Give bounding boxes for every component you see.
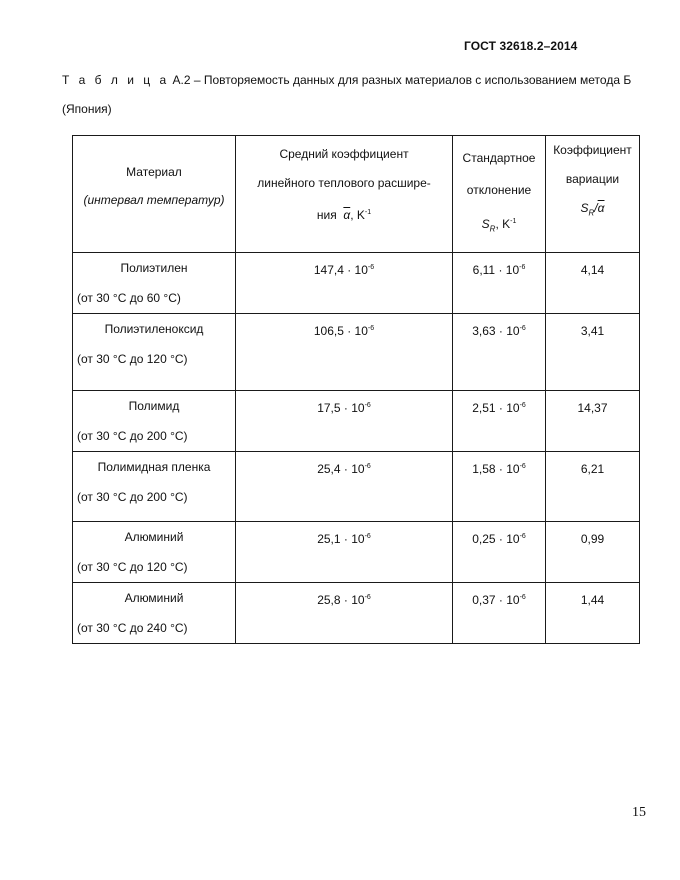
exponent: -6 <box>364 463 371 470</box>
cv-value: 6,21 <box>580 462 605 476</box>
header-cv-line2: вариации <box>565 172 620 186</box>
cv-cell <box>546 522 640 583</box>
cv-cell <box>546 391 640 452</box>
material-cell <box>73 452 236 522</box>
table-header-row <box>73 136 640 253</box>
header-std-exp: -1 <box>510 218 517 225</box>
cv-cell <box>546 253 640 314</box>
material-name: Алюминий <box>124 591 184 605</box>
mean-cell <box>236 253 453 314</box>
header-std-line2: отклонение <box>466 183 532 197</box>
mean-value: 147,4 · 10 <box>313 263 368 277</box>
exponent: -6 <box>519 264 526 271</box>
std-cell <box>453 452 546 522</box>
mean-cell <box>236 522 453 583</box>
material-name: Алюминий <box>124 530 184 544</box>
temperature-range: (от 30 °С до 200 °С) <box>77 490 188 504</box>
material-name: Полимидная пленка <box>97 460 211 474</box>
std-cell <box>453 522 546 583</box>
header-mean-line2: линейного теплового расшире- <box>257 176 431 190</box>
std-cell <box>453 253 546 314</box>
exponent: -6 <box>367 325 375 332</box>
header-std-unit: , K <box>495 217 511 231</box>
mean-value: 25,8 · 10 <box>317 593 365 607</box>
caption-label: Т а б л и ц а <box>62 73 170 87</box>
std-value: 0,37 · 10 <box>472 593 520 607</box>
header-cv-line1: Коэффициент <box>553 143 632 157</box>
material-name: Полиэтиленоксид <box>104 322 204 336</box>
mean-value: 25,1 · 10 <box>317 532 365 546</box>
header-mean-line1: Средний коэффициент <box>279 147 409 161</box>
cv-symbol-sub: R <box>588 208 595 218</box>
header-material-label: Материал <box>126 165 182 179</box>
exponent: -6 <box>519 325 526 332</box>
exponent: -6 <box>367 264 375 271</box>
std-symbol-sub: R <box>489 224 496 234</box>
header-mean-line3: ния <box>316 208 337 222</box>
header-variation-coefficient <box>546 136 640 253</box>
temperature-range: (от 30 °С до 60 °С) <box>77 291 181 305</box>
material-cell <box>73 314 236 391</box>
cv-value: 14,37 <box>577 401 608 415</box>
exponent: -6 <box>519 402 526 409</box>
header-std-deviation <box>453 136 546 253</box>
mean-value: 106,5 · 10 <box>313 324 368 338</box>
material-cell <box>73 522 236 583</box>
material-cell <box>73 391 236 452</box>
page-number: 15 <box>632 805 646 820</box>
std-value: 3,63 · 10 <box>472 324 520 338</box>
std-value: 0,25 · 10 <box>472 532 520 546</box>
exponent: -6 <box>364 594 371 601</box>
header-std-line1: Стандартное <box>462 151 536 165</box>
header-material <box>73 136 236 253</box>
cv-value: 4,14 <box>580 263 605 277</box>
std-value: 1,58 · 10 <box>472 462 520 476</box>
exponent: -6 <box>364 402 371 409</box>
table-row <box>73 522 640 583</box>
caption-text: А.2 – Повторяемость данных для разных материалов с использованием метода Б (Япония) <box>62 73 632 116</box>
std-value: 2,51 · 10 <box>472 401 520 415</box>
table-row <box>73 583 640 644</box>
std-cell <box>453 391 546 452</box>
cv-value: 1,44 <box>580 593 605 607</box>
std-symbol: S <box>481 217 490 231</box>
exponent: -6 <box>519 533 526 540</box>
cv-alpha-symbol: $\overline{\alpha}$ <box>597 201 605 215</box>
std-value: 6,11 · 10 <box>472 263 520 277</box>
material-name: Полимид <box>128 399 180 413</box>
table-row <box>73 452 640 522</box>
header-mean-unit: , K <box>350 208 365 222</box>
cv-cell <box>546 583 640 644</box>
mean-value: 25,4 · 10 <box>317 462 365 476</box>
cv-value: 3,41 <box>580 324 605 338</box>
header-mean-exp: -1 <box>364 209 372 216</box>
mean-cell <box>236 452 453 522</box>
mean-value: 17,5 · 10 <box>317 401 365 415</box>
cv-cell <box>546 452 640 522</box>
cv-symbol: S <box>580 201 589 215</box>
mean-cell <box>236 583 453 644</box>
std-cell <box>453 314 546 391</box>
std-cell <box>453 583 546 644</box>
standard-number: ГОСТ 32618.2–2014 <box>464 39 578 53</box>
mean-cell <box>236 314 453 391</box>
cv-value: 0,99 <box>580 532 605 546</box>
table-row <box>73 391 640 452</box>
cv-cell <box>546 314 640 391</box>
table-caption <box>62 66 662 124</box>
mean-alpha-symbol: $\overline{\alpha}$ <box>343 208 351 222</box>
table-row <box>73 253 640 314</box>
temperature-range: (от 30 °С до 120 °С) <box>77 560 188 574</box>
material-cell <box>73 583 236 644</box>
material-name: Полиэтилен <box>120 261 188 275</box>
table-row <box>73 314 640 391</box>
temperature-range: (от 30 °С до 120 °С) <box>77 352 188 366</box>
temperature-range: (от 30 °С до 200 °С) <box>77 429 188 443</box>
exponent: -6 <box>364 533 371 540</box>
header-mean-coefficient <box>236 136 453 253</box>
temperature-range: (от 30 °С до 240 °С) <box>77 621 188 635</box>
header-material-range: (интервал температур) <box>83 193 225 207</box>
material-cell <box>73 253 236 314</box>
exponent: -6 <box>519 463 526 470</box>
mean-cell <box>236 391 453 452</box>
exponent: -6 <box>519 594 526 601</box>
repeatability-table <box>72 135 640 644</box>
cv-slash: / <box>594 201 598 215</box>
